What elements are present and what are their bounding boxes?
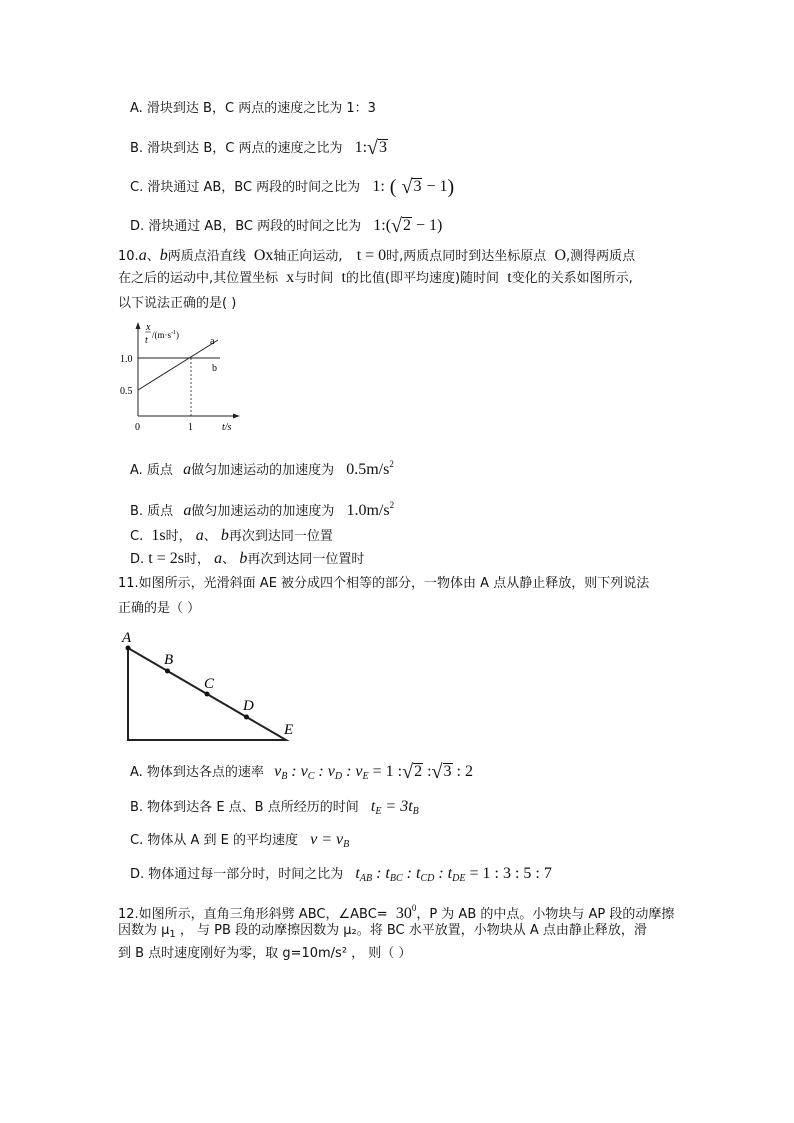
subscript: DE: [452, 873, 466, 884]
point-c-label: C: [204, 676, 215, 692]
q9-option-d-text: D. 滑块通过 AB，BC 两段的时间之比为: [130, 219, 362, 234]
math-part: = 1 : 3 : 5 : 7: [465, 865, 552, 882]
point-a-label: A: [122, 630, 132, 646]
q10-option-b-value: [346, 502, 394, 519]
text: 再次到达同一位置时: [247, 552, 365, 567]
value: 1.0m/s: [346, 502, 390, 519]
y-tick-05: 0.5: [120, 386, 133, 397]
q9-option-d: [130, 216, 442, 237]
var-a: a: [214, 550, 223, 567]
superscript: 2: [389, 459, 394, 469]
var-b: b: [220, 527, 229, 544]
subscript: AB: [359, 873, 373, 884]
math-part: : t: [434, 865, 453, 882]
text: 12.如图所示，直角三角形斜劈 ABC，∠ABC=: [118, 907, 388, 922]
text: 、: [203, 529, 217, 544]
q10-graph: [118, 318, 248, 438]
y-label-x: x: [146, 322, 151, 333]
point-a-dot: [126, 646, 131, 651]
math-part: − 1: [426, 178, 448, 195]
y-unit-sup: -1: [171, 330, 176, 336]
q9-option-c: [130, 177, 454, 198]
x-axis-arrow: [233, 414, 240, 419]
text: 时，: [165, 529, 192, 544]
q9-option-a: A. 滑块到达 B，C 两点的速度之比为 1：3: [130, 101, 376, 116]
q11-option-d-math: [355, 865, 551, 882]
math-part: : 2: [452, 763, 473, 780]
q11-option-c-math: [310, 831, 349, 848]
text: 、: [222, 552, 236, 567]
q12-line-3: 到 B 点时速度刚好为零，取 g=10m/s² ， 则（ ）: [118, 946, 412, 961]
degree: 0: [411, 903, 417, 913]
subscript: 1: [169, 929, 176, 940]
q9-option-c-text: C. 滑块通过 AB，BC 两段的时间之比为: [130, 180, 361, 195]
line-a: [138, 340, 218, 390]
subscript: B: [412, 806, 419, 817]
q10-line-3: 以下说法正确的是( ): [118, 296, 237, 311]
y-tick-1: 1.0: [120, 354, 133, 365]
label-b: b: [212, 363, 217, 374]
math-part: v: [310, 831, 318, 848]
q10-option-a: [130, 454, 394, 481]
var-a: a: [183, 461, 192, 478]
text: 因数为 μ: [118, 923, 170, 938]
text: 两质点沿直线: [167, 249, 246, 264]
point-d-label: D: [243, 698, 254, 714]
point-d-dot: [244, 715, 249, 720]
y-label-t: t: [145, 335, 148, 346]
x-tick-0: 0: [135, 422, 140, 433]
subscript: CD: [420, 873, 435, 884]
math-part: :: [423, 763, 432, 780]
text: B. 质点: [130, 504, 174, 519]
option-label: C.: [130, 529, 144, 544]
subscript: B: [281, 771, 288, 782]
math-part: 1:: [354, 139, 368, 156]
q10-line-2: [118, 268, 633, 289]
text: A. 质点: [130, 463, 173, 478]
question-number: 10.: [118, 249, 139, 264]
math-part: 1:: [373, 217, 386, 234]
var-ox: Ox: [253, 247, 274, 264]
q11-incline-figure: [118, 626, 308, 750]
var-t0: t = 0: [356, 247, 387, 264]
q11-option-a: [130, 762, 473, 787]
y-unit: [152, 330, 179, 340]
text: 轴正向运动,: [273, 249, 343, 264]
text: ， 与 PB 段的动摩擦因数为 μ₂。将 BC 水平放置，小物块从 A 点由静止释放，滑: [179, 923, 647, 938]
var-o: O: [554, 247, 567, 264]
math-part: = 3t: [381, 798, 413, 815]
value: 0.5m/s: [346, 461, 390, 478]
var-b: b: [239, 550, 248, 567]
y-unit-text: /(m·s: [152, 330, 171, 340]
superscript: 2: [389, 500, 395, 510]
text: 做匀加速运动的加速度为: [191, 463, 335, 478]
subscript: D: [334, 771, 343, 782]
math-part: 1:: [372, 178, 385, 195]
q11-option-b: [130, 797, 419, 822]
math-part: : v: [287, 763, 308, 780]
point-b-label: B: [164, 652, 174, 668]
text: B. 物体到达各 E 点、B 点所经历的时间: [130, 800, 359, 815]
text: A. 物体到达各点的速率: [130, 765, 264, 780]
sqrt-radicand: 3: [413, 178, 422, 195]
q10-option-c: [130, 526, 333, 547]
math-part: v: [274, 763, 282, 780]
var-a: a: [138, 247, 147, 264]
var-x: x: [286, 269, 295, 286]
q9-option-c-math: 1: ( √3 − 1): [372, 176, 455, 198]
math-tail: = 1 :√2 :√3 : 2: [372, 761, 473, 783]
x-label: t/s: [222, 422, 232, 433]
math-part: t: [370, 798, 376, 815]
sqrt-radicand: 2: [403, 217, 412, 234]
text: 变化的关系如图所示,: [511, 271, 633, 286]
q11-option-c: [130, 830, 349, 855]
text: 时,两质点同时到达坐标原点: [386, 249, 547, 264]
point-e-label: E: [284, 722, 294, 738]
label-a: a: [210, 336, 215, 347]
point-c-dot: [205, 692, 210, 697]
x-tick-1: 1: [188, 422, 193, 433]
q11-option-d: [130, 864, 552, 889]
sqrt-radicand: 3: [379, 139, 388, 156]
math-part: : t: [372, 865, 390, 882]
text: 做匀加速运动的加速度为: [191, 504, 335, 519]
subscript: E: [362, 771, 369, 782]
text: ,测得两质点: [566, 249, 636, 264]
text: 与时间: [294, 271, 334, 286]
text: 再次到达同一位置: [228, 529, 333, 544]
subscript: E: [375, 806, 382, 817]
q12-line-2: [118, 921, 647, 945]
q9-option-b-text: B. 滑块到达 B，C 两点的速度之比为: [130, 141, 343, 156]
y-axis-arrow: [136, 322, 141, 329]
y-unit-close: ): [176, 330, 179, 340]
q11-line-2: 正确的是（ ）: [118, 601, 201, 616]
q10-option-d: [130, 549, 364, 570]
subscript: B: [343, 839, 350, 850]
math-part: : v: [342, 763, 363, 780]
q9-option-d-math: 1:(√2 − 1): [373, 215, 443, 237]
text: 在之后的运动中,其位置坐标: [118, 271, 279, 286]
math-part: = 1 :: [372, 763, 403, 780]
q10-line-1: [118, 246, 635, 267]
q9-option-b-math: 1:√3: [354, 137, 388, 159]
math-part: = v: [317, 831, 344, 848]
math-part: t: [355, 865, 360, 882]
q10-option-b: [130, 495, 394, 522]
var-t: t: [341, 269, 346, 286]
math-part: : t: [402, 865, 421, 882]
var-a: a: [195, 527, 204, 544]
option-label: D.: [130, 552, 145, 567]
subscript: C: [307, 771, 315, 782]
math-part: : v: [314, 763, 335, 780]
var-a: a: [183, 502, 192, 519]
text: D. 物体通过每一部分时，时间之比为: [130, 867, 344, 882]
text: 、: [146, 249, 160, 264]
q9-option-b: [130, 138, 388, 159]
var-t: t: [507, 269, 512, 286]
q11-option-b-math: [371, 798, 419, 815]
sqrt-radicand: 2: [414, 763, 423, 780]
time-value: t = 2s: [148, 550, 184, 567]
text: 的比值(即平均速度)随时间: [345, 271, 500, 286]
point-b-dot: [165, 669, 170, 674]
q11-option-a-math: [274, 761, 473, 783]
angle-value: [396, 905, 417, 922]
text: ，P 为 AB 的中点。小物块与 AP 段的动摩擦: [416, 907, 675, 922]
math-part: − 1): [416, 217, 443, 234]
time-value: 1s: [151, 527, 166, 544]
angle: 30: [395, 905, 412, 922]
text: 时，: [184, 552, 211, 567]
var-b: b: [159, 247, 168, 264]
text: C. 物体从 A 到 E 的平均速度: [130, 833, 298, 848]
subscript: BC: [389, 873, 403, 884]
sqrt-radicand: 3: [443, 763, 452, 780]
q10-option-a-value: [346, 461, 394, 478]
q11-line-1: 11.如图所示，光滑斜面 AE 被分成四个相等的部分，一物体由 A 点从静止释放，则下列说法: [118, 576, 650, 591]
